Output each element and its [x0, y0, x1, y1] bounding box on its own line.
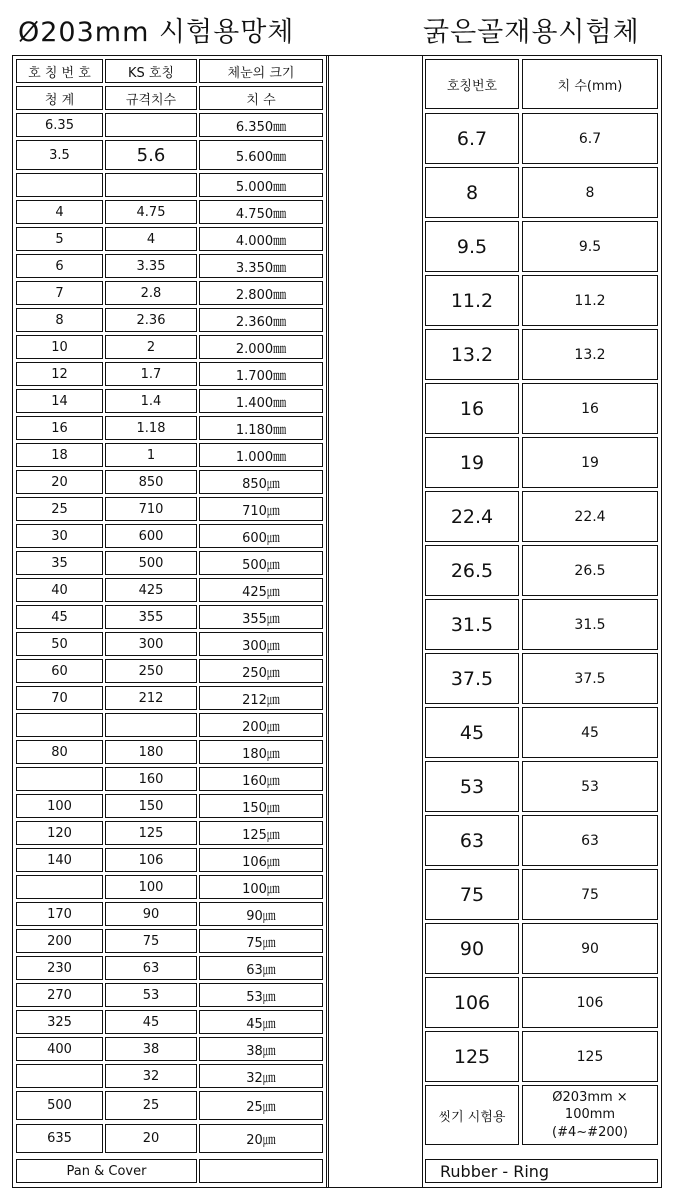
mesh-cell — [16, 767, 103, 791]
mesh-cell: 7 — [16, 281, 103, 305]
mesh-cell: 50 — [16, 632, 103, 656]
ks-size-cell: 1 — [105, 443, 197, 467]
right-size-cell: 19 — [522, 437, 658, 488]
header-right-size: 치 수(mm) — [522, 59, 658, 109]
ks-size-cell: 63 — [105, 956, 197, 980]
opening-cell: 355㎛ — [199, 605, 323, 629]
wash-test-label: 씻기 시험용 — [425, 1085, 519, 1145]
right-size-cell: 106 — [522, 977, 658, 1028]
mesh-cell: 60 — [16, 659, 103, 683]
right-nominal-cell: 63 — [425, 815, 519, 866]
opening-cell: 600㎛ — [199, 524, 323, 548]
header-standard-size: 규격치수 — [105, 86, 197, 110]
opening-cell: 125㎛ — [199, 821, 323, 845]
ks-size-cell: 106 — [105, 848, 197, 872]
opening-cell: 160㎛ — [199, 767, 323, 791]
ks-size-cell: 1.7 — [105, 362, 197, 386]
mesh-cell: 100 — [16, 794, 103, 818]
ks-size-cell: 38 — [105, 1037, 197, 1061]
ks-size-cell: 1.18 — [105, 416, 197, 440]
header-nominal-number: 호 칭 번 호 — [16, 59, 103, 83]
opening-cell: 850㎛ — [199, 470, 323, 494]
right-size-cell: 90 — [522, 923, 658, 974]
mesh-cell: 230 — [16, 956, 103, 980]
ks-size-cell: 1.4 — [105, 389, 197, 413]
mesh-cell: 120 — [16, 821, 103, 845]
opening-cell: 2.000㎜ — [199, 335, 323, 359]
opening-cell: 1.180㎜ — [199, 416, 323, 440]
right-size-cell: 16 — [522, 383, 658, 434]
opening-cell: 180㎛ — [199, 740, 323, 764]
mesh-cell — [16, 875, 103, 899]
right-nominal-cell: 75 — [425, 869, 519, 920]
opening-cell: 300㎛ — [199, 632, 323, 656]
right-nominal-cell: 125 — [425, 1031, 519, 1082]
right-nominal-cell: 16 — [425, 383, 519, 434]
ks-size-cell — [105, 713, 197, 737]
mesh-cell: 325 — [16, 1010, 103, 1034]
mesh-cell: 8 — [16, 308, 103, 332]
right-size-cell: 31.5 — [522, 599, 658, 650]
ks-size-cell: 100 — [105, 875, 197, 899]
ks-size-cell: 250 — [105, 659, 197, 683]
header-mesh: 청 계 — [16, 86, 103, 110]
opening-cell: 25㎛ — [199, 1091, 323, 1120]
right-nominal-cell: 53 — [425, 761, 519, 812]
mesh-cell: 40 — [16, 578, 103, 602]
mesh-cell: 500 — [16, 1091, 103, 1120]
ks-size-cell: 355 — [105, 605, 197, 629]
right-nominal-cell: 90 — [425, 923, 519, 974]
opening-cell: 2.800㎜ — [199, 281, 323, 305]
opening-cell: 150㎛ — [199, 794, 323, 818]
opening-cell: 75㎛ — [199, 929, 323, 953]
mesh-cell: 200 — [16, 929, 103, 953]
right-size-cell: 63 — [522, 815, 658, 866]
mesh-cell — [16, 1064, 103, 1088]
ks-size-cell: 4.75 — [105, 200, 197, 224]
ks-size-cell: 2 — [105, 335, 197, 359]
mesh-cell: 14 — [16, 389, 103, 413]
ks-size-cell: 45 — [105, 1010, 197, 1034]
mesh-cell: 5 — [16, 227, 103, 251]
opening-cell: 250㎛ — [199, 659, 323, 683]
opening-cell: 45㎛ — [199, 1010, 323, 1034]
opening-cell: 6.350㎜ — [199, 113, 323, 137]
right-nominal-cell: 31.5 — [425, 599, 519, 650]
mesh-cell: 635 — [16, 1124, 103, 1153]
rubber-ring-label: Rubber - Ring — [425, 1159, 658, 1183]
left-title: Ø203mm 시험용망체 — [18, 17, 295, 48]
ks-size-cell: 90 — [105, 902, 197, 926]
ks-size-cell: 20 — [105, 1124, 197, 1153]
mesh-cell: 170 — [16, 902, 103, 926]
right-size-cell: 13.2 — [522, 329, 658, 380]
opening-cell: 53㎛ — [199, 983, 323, 1007]
mesh-cell: 35 — [16, 551, 103, 575]
right-nominal-cell: 11.2 — [425, 275, 519, 326]
right-nominal-cell: 26.5 — [425, 545, 519, 596]
opening-cell: 20㎛ — [199, 1124, 323, 1153]
opening-cell: 2.360㎜ — [199, 308, 323, 332]
wash-test-spec: Ø203mm × 100mm (#4~#200) — [522, 1085, 658, 1145]
right-size-cell: 75 — [522, 869, 658, 920]
ks-size-cell: 3.35 — [105, 254, 197, 278]
right-size-cell: 11.2 — [522, 275, 658, 326]
right-nominal-cell: 45 — [425, 707, 519, 758]
mesh-cell: 25 — [16, 497, 103, 521]
opening-cell: 1.400㎜ — [199, 389, 323, 413]
ks-size-cell: 425 — [105, 578, 197, 602]
mesh-cell: 20 — [16, 470, 103, 494]
opening-cell: 212㎛ — [199, 686, 323, 710]
mesh-cell: 70 — [16, 686, 103, 710]
right-nominal-cell: 9.5 — [425, 221, 519, 272]
opening-cell: 200㎛ — [199, 713, 323, 737]
opening-cell: 1.000㎜ — [199, 443, 323, 467]
mesh-cell: 10 — [16, 335, 103, 359]
opening-cell: 1.700㎜ — [199, 362, 323, 386]
mesh-cell: 4 — [16, 200, 103, 224]
right-size-cell: 125 — [522, 1031, 658, 1082]
ks-size-cell: 75 — [105, 929, 197, 953]
ks-size-cell: 4 — [105, 227, 197, 251]
header-opening-size: 체눈의 크기 — [199, 59, 323, 83]
opening-cell: 100㎛ — [199, 875, 323, 899]
opening-cell: 90㎛ — [199, 902, 323, 926]
right-size-cell: 45 — [522, 707, 658, 758]
right-nominal-cell: 13.2 — [425, 329, 519, 380]
header-right-nominal: 호칭번호 — [425, 59, 519, 109]
mesh-cell: 16 — [16, 416, 103, 440]
right-nominal-cell: 19 — [425, 437, 519, 488]
opening-cell: 4.750㎜ — [199, 200, 323, 224]
pan-cover-empty-cell — [199, 1159, 323, 1183]
opening-cell: 710㎛ — [199, 497, 323, 521]
opening-cell: 38㎛ — [199, 1037, 323, 1061]
ks-size-cell: 600 — [105, 524, 197, 548]
ks-size-cell: 25 — [105, 1091, 197, 1120]
mesh-cell: 270 — [16, 983, 103, 1007]
right-nominal-cell: 37.5 — [425, 653, 519, 704]
opening-cell: 106㎛ — [199, 848, 323, 872]
opening-cell: 425㎛ — [199, 578, 323, 602]
opening-cell: 63㎛ — [199, 956, 323, 980]
ks-size-cell: 150 — [105, 794, 197, 818]
mesh-cell: 12 — [16, 362, 103, 386]
mesh-cell — [16, 713, 103, 737]
ks-size-cell: 125 — [105, 821, 197, 845]
ks-size-cell: 2.36 — [105, 308, 197, 332]
ks-size-cell: 32 — [105, 1064, 197, 1088]
ks-size-cell: 212 — [105, 686, 197, 710]
mesh-cell: 45 — [16, 605, 103, 629]
right-size-cell: 26.5 — [522, 545, 658, 596]
ks-size-cell: 160 — [105, 767, 197, 791]
opening-cell: 3.350㎜ — [199, 254, 323, 278]
ks-size-cell: 300 — [105, 632, 197, 656]
mesh-cell — [16, 173, 103, 197]
ks-size-cell: 53 — [105, 983, 197, 1007]
right-nominal-cell: 6.7 — [425, 113, 519, 164]
opening-cell: 32㎛ — [199, 1064, 323, 1088]
header-dimension: 치 수 — [199, 86, 323, 110]
mesh-cell: 18 — [16, 443, 103, 467]
right-size-cell: 37.5 — [522, 653, 658, 704]
ks-size-cell: 5.6 — [105, 140, 197, 170]
right-size-cell: 53 — [522, 761, 658, 812]
right-size-cell: 6.7 — [522, 113, 658, 164]
right-nominal-cell: 8 — [425, 167, 519, 218]
mesh-cell: 6 — [16, 254, 103, 278]
ks-size-cell: 180 — [105, 740, 197, 764]
header-ks-nominal: KS 호칭 — [105, 59, 197, 83]
right-nominal-cell: 22.4 — [425, 491, 519, 542]
ks-size-cell — [105, 173, 197, 197]
ks-size-cell: 500 — [105, 551, 197, 575]
mesh-cell: 400 — [16, 1037, 103, 1061]
right-nominal-cell: 106 — [425, 977, 519, 1028]
right-size-cell: 22.4 — [522, 491, 658, 542]
opening-cell: 5.600㎜ — [199, 140, 323, 170]
ks-size-cell: 850 — [105, 470, 197, 494]
opening-cell: 5.000㎜ — [199, 173, 323, 197]
opening-cell: 500㎛ — [199, 551, 323, 575]
right-size-cell: 9.5 — [522, 221, 658, 272]
mesh-cell: 140 — [16, 848, 103, 872]
mesh-cell: 30 — [16, 524, 103, 548]
right-title: 굵은골재용시험체 — [423, 17, 640, 48]
right-size-cell: 8 — [522, 167, 658, 218]
ks-size-cell: 2.8 — [105, 281, 197, 305]
mesh-cell: 3.5 — [16, 140, 103, 170]
ks-size-cell — [105, 113, 197, 137]
ks-size-cell: 710 — [105, 497, 197, 521]
pan-cover-label: Pan & Cover — [16, 1159, 197, 1183]
mesh-cell: 6.35 — [16, 113, 103, 137]
opening-cell: 4.000㎜ — [199, 227, 323, 251]
blank-column — [328, 55, 423, 1188]
mesh-cell: 80 — [16, 740, 103, 764]
